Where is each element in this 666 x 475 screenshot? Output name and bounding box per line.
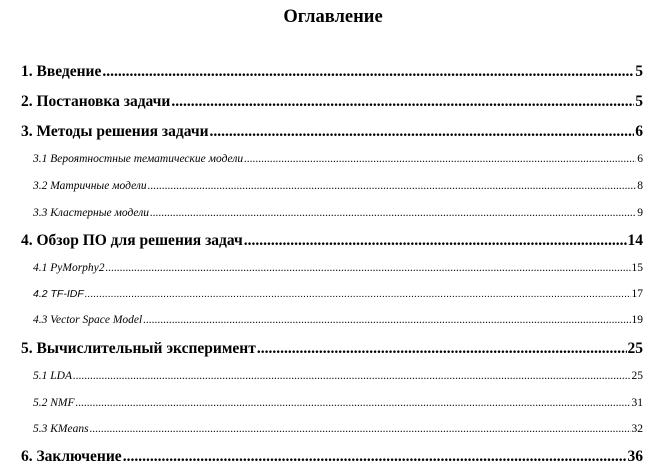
toc-dot-leader	[171, 93, 634, 111]
toc-dot-leader	[123, 448, 627, 466]
toc-entry-vector-space-model[interactable]	[0, 313, 643, 327]
toc-entry-problem-statement[interactable]	[0, 93, 643, 111]
toc-entry-label: 1. Введение	[21, 63, 102, 80]
toc-entry-label: 3.1 Вероятностные тематические модели	[33, 153, 244, 165]
toc-dot-leader	[244, 152, 636, 166]
toc-entry-label: 5.2 NMF	[33, 397, 75, 409]
toc-entry-label: 4. Обзор ПО для решения задач	[21, 232, 243, 249]
toc-page-number: 19	[631, 314, 643, 326]
toc-entry-probabilistic-models[interactable]	[0, 152, 643, 166]
toc-dot-leader	[76, 396, 631, 410]
toc-entry-label: 5.1 LDA	[33, 370, 72, 382]
toc-dot-leader	[148, 179, 637, 193]
toc-page-number: 14	[627, 232, 643, 249]
toc-entry-label: 3. Методы решения задачи	[21, 123, 209, 140]
toc-entry-solution-methods[interactable]	[0, 123, 643, 141]
toc-page-number: 15	[631, 262, 643, 274]
toc-entry-label: 2. Постановка задачи	[21, 93, 171, 110]
toc-page-number: 5	[635, 63, 643, 80]
toc-dot-leader	[73, 369, 631, 383]
toc-entry-nmf[interactable]	[0, 396, 643, 410]
toc-page-number: 8	[637, 180, 643, 192]
toc-entry-label: 4.3 Vector Space Model	[33, 314, 143, 326]
toc-dot-leader	[150, 206, 636, 220]
toc-dot-leader	[85, 287, 631, 301]
toc-entry-kmeans[interactable]	[0, 422, 643, 436]
toc-dot-leader	[257, 340, 627, 358]
toc-page-number: 25	[627, 340, 643, 357]
toc-entry-label: 4.2 TF-IDF	[33, 288, 84, 300]
toc-page-number: 31	[631, 397, 643, 409]
toc-entry-tf-idf[interactable]	[0, 287, 643, 301]
toc-entry-label: 6. Заключение	[21, 448, 122, 465]
toc-entry-computational-experiment[interactable]	[0, 340, 643, 358]
toc-entry-conclusion[interactable]	[0, 448, 643, 466]
toc-entry-lda[interactable]	[0, 369, 643, 383]
toc-page-number: 9	[637, 207, 643, 219]
toc-entry-pymorphy2[interactable]	[0, 261, 643, 275]
toc-page-number: 6	[635, 123, 643, 140]
toc-entry-software-review[interactable]	[0, 232, 643, 250]
toc-entry-label: 5.3 KMeans	[33, 423, 89, 435]
toc-entry-label: 3.2 Матричные модели	[33, 180, 147, 192]
toc-entry-matrix-models[interactable]	[0, 179, 643, 193]
toc-title: Оглавление	[283, 7, 383, 27]
toc-dot-leader	[210, 123, 635, 141]
toc-dot-leader	[244, 232, 627, 250]
toc-dot-leader	[90, 422, 631, 436]
toc-entry-label: 4.1 PyMorphy2	[33, 262, 105, 274]
toc-entry-introduction[interactable]	[0, 63, 643, 81]
toc-entry-label: 3.3 Кластерные модели	[33, 207, 150, 219]
toc-page-number: 25	[631, 370, 643, 382]
toc-page-number: 32	[631, 423, 643, 435]
toc-entry-cluster-models[interactable]	[0, 206, 643, 220]
toc-entry-label: 5. Вычислительный эксперимент	[21, 340, 256, 357]
toc-dot-leader	[143, 313, 630, 327]
toc-dot-leader	[106, 261, 631, 275]
toc-page-number: 5	[635, 93, 643, 110]
toc-page-number: 17	[631, 288, 643, 300]
toc-page-number: 36	[627, 448, 643, 465]
toc-page-number: 6	[637, 153, 643, 165]
toc-dot-leader	[102, 63, 634, 81]
